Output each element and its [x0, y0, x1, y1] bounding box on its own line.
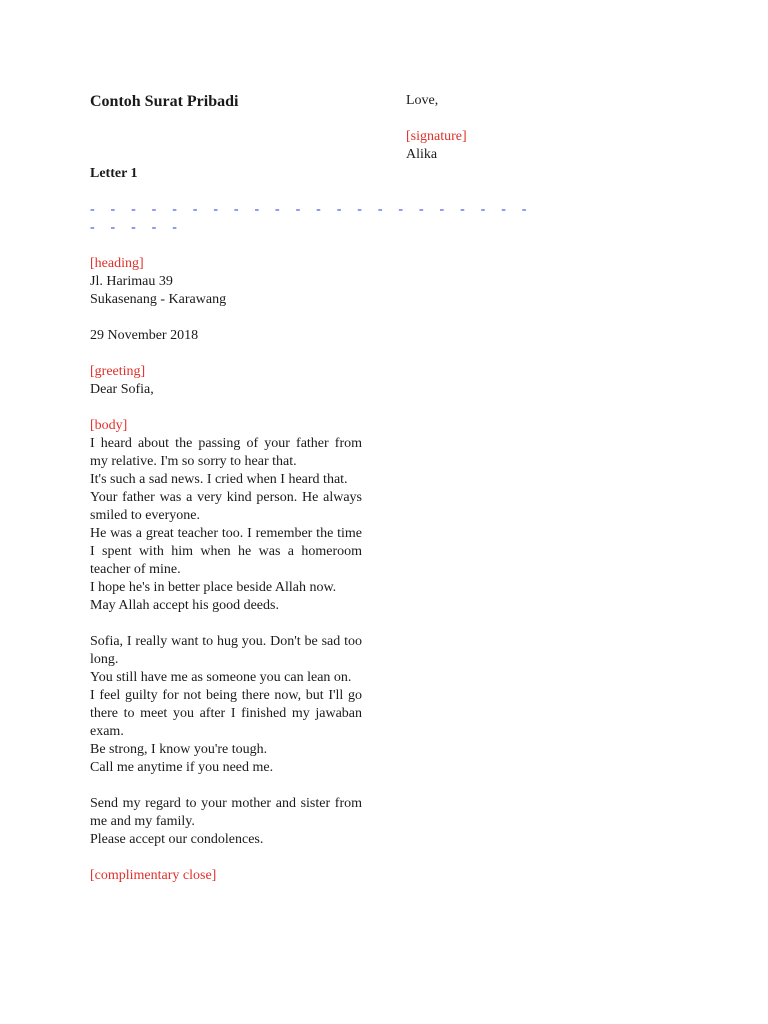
- body-paragraph-line: You still have me as someone you can lean on.: [90, 670, 352, 685]
- spacer: [406, 110, 606, 128]
- document-title: Contoh Surat Pribadi: [90, 93, 239, 110]
- spacer: [90, 615, 362, 633]
- spacer: [90, 849, 362, 867]
- body-paragraph-line: Your father was a very kind person. He always smiled to everyone.: [90, 490, 362, 523]
- body-paragraph-line: Send my regard to your mother and sister from me and my family.: [90, 796, 362, 829]
- body-paragraph-line: I feel guilty for not being there now, but I'll go there to meet you after I finished my jawaban exam.: [90, 688, 362, 739]
- complimentary-close-text: Love,: [406, 93, 439, 108]
- address-line-1: Jl. Harimau 39: [90, 274, 173, 289]
- body-paragraph-line: It's such a sad news. I cried when I heard that.: [90, 472, 348, 487]
- greeting-text: Dear Sofia,: [90, 382, 154, 397]
- spacer: [90, 399, 362, 417]
- body-paragraph-line: Call me anytime if you need me.: [90, 760, 274, 775]
- body-tag: [body]: [90, 418, 128, 433]
- body-paragraph-line: Be strong, I know you're tough.: [90, 742, 268, 757]
- spacer: [90, 183, 362, 201]
- separator-line-2: - - - - -: [90, 220, 184, 235]
- body-paragraph-line: May Allah accept his good deeds.: [90, 598, 279, 613]
- signer-name: Alika: [406, 147, 438, 162]
- body-paragraph-line: I hope he's in better place beside Allah now.: [90, 580, 337, 595]
- complimentary-close-tag: [complimentary close]: [90, 868, 217, 883]
- spacer: [90, 345, 362, 363]
- body-paragraph-line: Please accept our condolences.: [90, 832, 264, 847]
- address-line-2: Sukasenang - Karawang: [90, 292, 227, 307]
- body-paragraph-line: Sofia, I really want to hug you. Don't be sad too long.: [90, 634, 362, 667]
- spacer: [90, 112, 362, 165]
- body-paragraph-line: I heard about the passing of your father from my relative. I'm so sorry to hear that.: [90, 436, 362, 469]
- letter-number-heading: Letter 1: [90, 166, 138, 181]
- spacer: [90, 237, 362, 255]
- signature-tag: [signature]: [406, 129, 467, 144]
- greeting-tag: [greeting]: [90, 364, 146, 379]
- letter-right-column: [406, 92, 606, 164]
- separator-line-1: - - - - - - - - - - - - - - - - - - - - - -: [90, 202, 533, 217]
- heading-tag: [heading]: [90, 256, 144, 271]
- spacer: [90, 777, 362, 795]
- spacer: [90, 309, 362, 327]
- letter-date: 29 November 2018: [90, 328, 199, 343]
- body-paragraph-line: He was a great teacher too. I remember the time I spent with him when he was a homeroom teacher of mine.: [90, 526, 362, 577]
